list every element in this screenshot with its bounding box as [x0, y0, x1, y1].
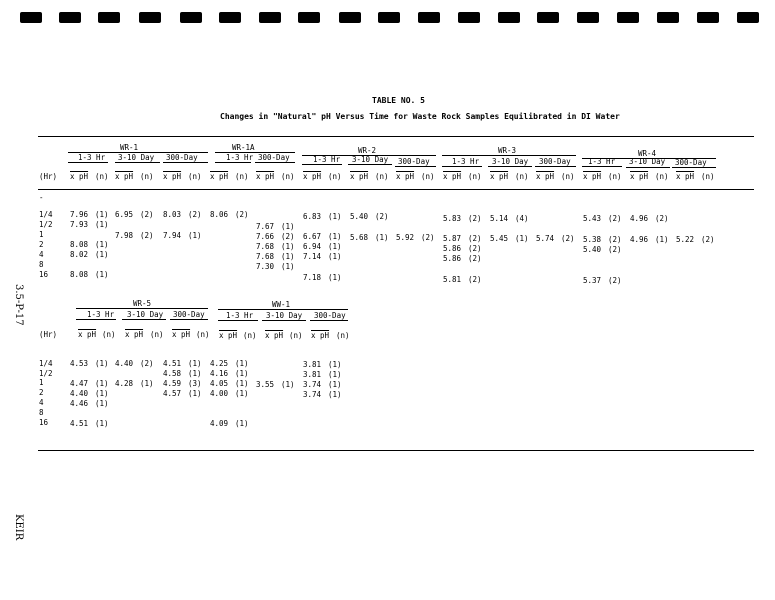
- ph-value: 5.86: [443, 254, 462, 263]
- period-underline: [122, 319, 166, 320]
- period-label: 3-10 Day: [266, 311, 303, 320]
- n-count: (1): [95, 250, 109, 259]
- punch-hole: [378, 12, 400, 23]
- n-count: (2): [608, 235, 622, 244]
- time-label: 1/2: [39, 220, 53, 229]
- time-label: 2: [39, 240, 44, 249]
- punch-hole: [537, 12, 559, 23]
- n-count: (2): [468, 234, 482, 243]
- group-label-wr-3: WR-3: [498, 146, 517, 155]
- ph-value: 4.28: [115, 379, 134, 388]
- margin-author: KEIR: [13, 514, 24, 541]
- group-underline: [218, 309, 348, 310]
- col-n: (n): [196, 330, 210, 339]
- n-count: (1): [95, 399, 109, 408]
- group-label-wr-5: WR-5: [133, 299, 152, 308]
- time-label: 8: [39, 260, 44, 269]
- col-n: (n): [328, 172, 342, 181]
- ph-value: 5.45: [490, 234, 509, 243]
- ph-value: 4.57: [163, 389, 182, 398]
- ph-value: 5.68: [350, 233, 369, 242]
- ph-value: 5.87: [443, 234, 462, 243]
- n-count: (1): [328, 370, 342, 379]
- ph-value: 4.51: [70, 419, 89, 428]
- n-count: (2): [608, 214, 622, 223]
- ph-value: 4.47: [70, 379, 89, 388]
- table-number: TABLE NO. 5: [372, 96, 425, 105]
- col-n: (n): [421, 172, 435, 181]
- period-underline: [302, 164, 342, 165]
- n-count: (2): [468, 214, 482, 223]
- n-count: (3): [188, 379, 202, 388]
- col-mean-ph: x pH: [303, 172, 322, 181]
- ph-value: 5.92: [396, 233, 415, 242]
- ph-value: 7.68: [256, 252, 275, 261]
- ph-value: 4.46: [70, 399, 89, 408]
- n-count: (2): [608, 245, 622, 254]
- group-underline: [76, 308, 208, 309]
- ph-value: 7.67: [256, 222, 275, 231]
- col-n: (n): [515, 172, 529, 181]
- n-count: (1): [328, 252, 342, 261]
- period-underline: [215, 162, 251, 163]
- n-count: (2): [608, 276, 622, 285]
- period-label: 300-Day: [173, 310, 205, 319]
- time-label: 16: [39, 418, 49, 427]
- ph-value: 5.37: [583, 276, 602, 285]
- n-count: (1): [235, 369, 249, 378]
- n-count: (4): [515, 214, 529, 223]
- col-n: (n): [140, 172, 154, 181]
- ph-value: 7.96: [70, 210, 89, 219]
- col-mean-ph: x pH: [583, 172, 602, 181]
- punch-hole: [98, 12, 120, 23]
- ph-value: 5.14: [490, 214, 509, 223]
- period-underline: [488, 166, 532, 167]
- col-mean-ph: x pH: [311, 331, 330, 340]
- ph-value: 5.74: [536, 234, 555, 243]
- n-count: (1): [140, 379, 154, 388]
- n-count: (1): [328, 232, 342, 241]
- ph-value: 4.53: [70, 359, 89, 368]
- ph-value: 3.81: [303, 360, 322, 369]
- group-label-wr-1: WR-1: [120, 143, 139, 152]
- ph-value: 8.02: [70, 250, 89, 259]
- punch-hole: [59, 12, 81, 23]
- period-label: 300-Day: [166, 153, 198, 162]
- n-count: (1): [235, 359, 249, 368]
- period-label: 3-10 Day: [629, 157, 666, 166]
- col-mean-ph: x pH: [70, 172, 89, 181]
- n-count: (2): [188, 210, 202, 219]
- group-label-ww-1: WW-1: [272, 300, 291, 309]
- n-count: (1): [281, 252, 295, 261]
- n-count: (2): [421, 233, 435, 242]
- period-underline: [535, 166, 576, 167]
- ph-value: 8.03: [163, 210, 182, 219]
- n-count: (1): [328, 390, 342, 399]
- n-count: (2): [375, 212, 389, 221]
- ph-value: 7.94: [163, 231, 182, 240]
- ph-value: 6.83: [303, 212, 322, 221]
- group-label-wr-1a: WR-1A: [232, 143, 255, 152]
- ph-value: 5.81: [443, 275, 462, 284]
- ph-value: 4.58: [163, 369, 182, 378]
- period-underline: [76, 319, 116, 320]
- ph-value: 5.86: [443, 244, 462, 253]
- table-bottom-rule: [38, 450, 754, 451]
- punch-hole: [657, 12, 679, 23]
- col-n: (n): [235, 172, 249, 181]
- period-underline: [255, 162, 295, 163]
- n-count: (1): [655, 235, 669, 244]
- col-n: (n): [655, 172, 669, 181]
- period-label: 1-3 Hr: [226, 311, 254, 320]
- period-underline: [170, 319, 208, 320]
- n-count: (1): [95, 419, 109, 428]
- period-underline: [348, 164, 392, 165]
- period-label: 3-10 Day: [492, 157, 529, 166]
- col-n: (n): [289, 331, 303, 340]
- period-label: 300-Day: [314, 311, 346, 320]
- time-label: 2: [39, 388, 44, 397]
- period-label: 1-3 Hr: [313, 155, 341, 164]
- period-label: 300-Day: [258, 153, 290, 162]
- punch-hole: [20, 12, 42, 23]
- col-mean-ph: x pH: [125, 330, 144, 339]
- n-count: (1): [188, 231, 202, 240]
- group-underline: [442, 155, 576, 156]
- n-count: (1): [281, 222, 295, 231]
- ph-value: 4.16: [210, 369, 229, 378]
- time-label: 1: [39, 378, 44, 387]
- ph-value: 4.40: [70, 389, 89, 398]
- period-underline: [626, 167, 670, 168]
- punch-hole: [737, 12, 759, 23]
- ph-value: 4.96: [630, 235, 649, 244]
- period-label: 300-Day: [675, 158, 707, 167]
- n-count: (1): [515, 234, 529, 243]
- period-underline: [442, 166, 482, 167]
- n-count: (2): [468, 244, 482, 253]
- period-label: 1-3 Hr: [226, 153, 254, 162]
- col-mean-ph: x pH: [115, 172, 134, 181]
- col-mean-ph: x pH: [219, 331, 238, 340]
- time-label: 1/4: [39, 210, 53, 219]
- ph-value: 3.55: [256, 380, 275, 389]
- col-n: (n): [336, 331, 350, 340]
- col-n: (n): [150, 330, 164, 339]
- dash-mark: -: [39, 193, 44, 202]
- ph-value: 4.25: [210, 359, 229, 368]
- period-label: 3-10 Day: [118, 153, 155, 162]
- time-label: 1/4: [39, 359, 53, 368]
- period-underline: [218, 320, 258, 321]
- period-underline: [115, 162, 160, 163]
- n-count: (1): [95, 270, 109, 279]
- period-underline: [582, 166, 622, 167]
- col-n: (n): [375, 172, 389, 181]
- punch-hole: [339, 12, 361, 23]
- time-label: 4: [39, 250, 44, 259]
- ph-value: 3.74: [303, 380, 322, 389]
- ph-value: 7.66: [256, 232, 275, 241]
- ph-value: 8.08: [70, 240, 89, 249]
- n-count: (1): [281, 262, 295, 271]
- period-label: 1-3 Hr: [588, 157, 616, 166]
- n-count: (2): [281, 232, 295, 241]
- punch-hole: [180, 12, 202, 23]
- col-mean-ph: x pH: [490, 172, 509, 181]
- col-n: (n): [608, 172, 622, 181]
- period-underline: [68, 162, 108, 163]
- ph-value: 7.68: [256, 242, 275, 251]
- n-count: (2): [655, 214, 669, 223]
- col-mean-ph: x pH: [78, 330, 97, 339]
- col-mean-ph: x pH: [350, 172, 369, 181]
- n-count: (2): [468, 275, 482, 284]
- ph-value: 3.74: [303, 390, 322, 399]
- col-mean-ph: x pH: [163, 172, 182, 181]
- ph-value: 5.83: [443, 214, 462, 223]
- col-mean-ph: x pH: [396, 172, 415, 181]
- col-n: (n): [468, 172, 482, 181]
- n-count: (1): [375, 233, 389, 242]
- time-label: 4: [39, 398, 44, 407]
- n-count: (1): [188, 389, 202, 398]
- period-underline: [262, 320, 306, 321]
- ph-value: 7.98: [115, 231, 134, 240]
- n-count: (1): [95, 359, 109, 368]
- n-count: (2): [140, 231, 154, 240]
- time-label: 16: [39, 270, 49, 279]
- ph-value: 8.06: [210, 210, 229, 219]
- punch-hole: [458, 12, 480, 23]
- ph-value: 5.40: [350, 212, 369, 221]
- n-count: (1): [188, 359, 202, 368]
- col-mean-ph: x pH: [676, 172, 695, 181]
- punch-hole: [259, 12, 281, 23]
- ph-value: 3.81: [303, 370, 322, 379]
- period-underline: [672, 167, 716, 168]
- margin-page-code: 3.5-P-17: [13, 284, 24, 326]
- n-count: (1): [95, 379, 109, 388]
- punch-hole: [219, 12, 241, 23]
- n-count: (2): [235, 210, 249, 219]
- punch-hole: [697, 12, 719, 23]
- punch-hole: [139, 12, 161, 23]
- n-count: (1): [95, 240, 109, 249]
- time-label: 8: [39, 408, 44, 417]
- col-mean-ph: x pH: [210, 172, 229, 181]
- col-mean-ph: x pH: [443, 172, 462, 181]
- col-n: (n): [281, 172, 295, 181]
- punch-hole: [577, 12, 599, 23]
- col-mean-ph: x pH: [256, 172, 275, 181]
- punch-hole: [418, 12, 440, 23]
- col-mean-ph: x pH: [265, 331, 284, 340]
- table-title: Changes in "Natural" pH Versus Time for Waste Rock Samples Equilibrated in DI Water: [220, 112, 620, 121]
- n-count: (1): [95, 389, 109, 398]
- header-bottom-rule: [38, 189, 754, 190]
- n-count: (1): [235, 389, 249, 398]
- col-n: (n): [701, 172, 715, 181]
- period-underline: [395, 166, 436, 167]
- n-count: (1): [328, 273, 342, 282]
- n-count: (2): [701, 235, 715, 244]
- col-n: (n): [95, 172, 109, 181]
- punch-hole: [617, 12, 639, 23]
- n-count: (1): [235, 379, 249, 388]
- n-count: (2): [140, 210, 154, 219]
- ph-value: 6.94: [303, 242, 322, 251]
- group-label-wr-4: WR-4: [638, 149, 657, 158]
- period-label: 300-Day: [398, 157, 430, 166]
- time-label: 1/2: [39, 369, 53, 378]
- punch-hole: [498, 12, 520, 23]
- time-label: 1: [39, 230, 44, 239]
- period-label: 1-3 Hr: [452, 157, 480, 166]
- ph-value: 5.22: [676, 235, 695, 244]
- ph-value: 6.95: [115, 210, 134, 219]
- n-count: (1): [95, 210, 109, 219]
- ph-value: 7.14: [303, 252, 322, 261]
- col-n: (n): [243, 331, 257, 340]
- ph-value: 5.38: [583, 235, 602, 244]
- col-mean-ph: x pH: [630, 172, 649, 181]
- n-count: (1): [95, 220, 109, 229]
- n-count: (1): [328, 380, 342, 389]
- ph-value: 5.40: [583, 245, 602, 254]
- ph-value: 7.18: [303, 273, 322, 282]
- ph-value: 5.43: [583, 214, 602, 223]
- ph-value: 4.05: [210, 379, 229, 388]
- n-count: (1): [281, 242, 295, 251]
- time-column-header: (Hr): [39, 330, 58, 339]
- ph-value: 7.30: [256, 262, 275, 271]
- period-underline: [310, 320, 348, 321]
- ph-value: 4.40: [115, 359, 134, 368]
- n-count: (2): [140, 359, 154, 368]
- ph-value: 8.08: [70, 270, 89, 279]
- period-underline: [163, 162, 208, 163]
- col-mean-ph: x pH: [172, 330, 191, 339]
- period-label: 300-Day: [539, 157, 571, 166]
- n-count: (1): [328, 212, 342, 221]
- col-n: (n): [561, 172, 575, 181]
- ph-value: 4.09: [210, 419, 229, 428]
- period-label: 3-10 Day: [352, 155, 389, 164]
- time-column-header: (Hr): [39, 172, 58, 181]
- n-count: (1): [328, 242, 342, 251]
- group-label-wr-2: WR-2: [358, 146, 377, 155]
- n-count: (1): [281, 380, 295, 389]
- period-label: 1-3 Hr: [78, 153, 106, 162]
- col-n: (n): [102, 330, 116, 339]
- col-n: (n): [188, 172, 202, 181]
- period-label: 1-3 Hr: [87, 310, 115, 319]
- ph-value: 6.67: [303, 232, 322, 241]
- ph-value: 7.93: [70, 220, 89, 229]
- ph-value: 4.51: [163, 359, 182, 368]
- ph-value: 4.00: [210, 389, 229, 398]
- period-label: 3-10 Day: [127, 310, 164, 319]
- n-count: (1): [235, 419, 249, 428]
- col-mean-ph: x pH: [536, 172, 555, 181]
- n-count: (2): [468, 254, 482, 263]
- table-top-rule: [38, 136, 754, 137]
- n-count: (1): [188, 369, 202, 378]
- ph-value: 4.59: [163, 379, 182, 388]
- n-count: (2): [561, 234, 575, 243]
- ph-value: 4.96: [630, 214, 649, 223]
- punch-hole: [298, 12, 320, 23]
- n-count: (1): [328, 360, 342, 369]
